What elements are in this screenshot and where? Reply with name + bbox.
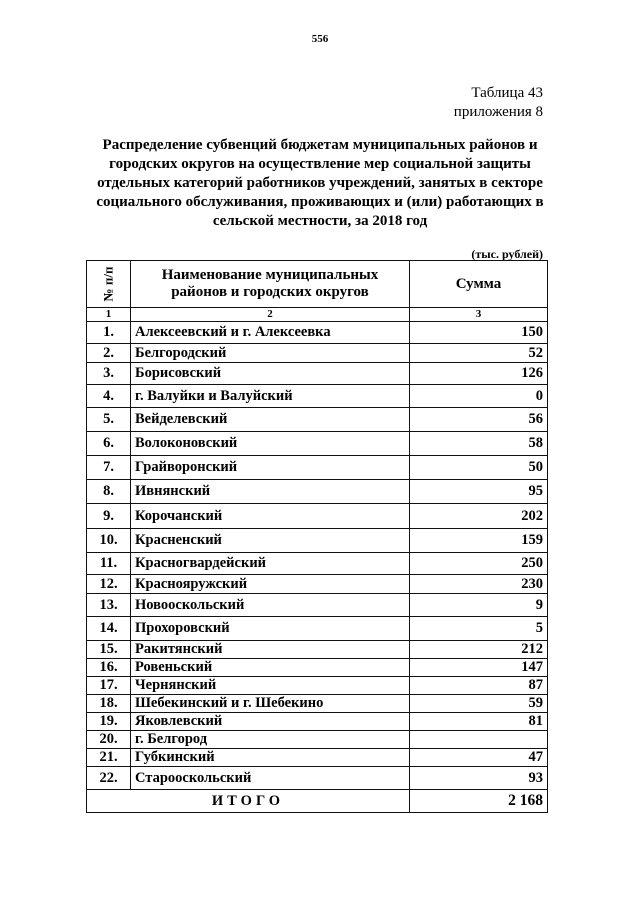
row-number: 8. <box>87 480 131 504</box>
table-row <box>87 480 548 504</box>
row-name: Волоконовский <box>131 432 410 456</box>
row-sum: 81 <box>410 713 548 731</box>
row-name: Ровеньский <box>131 659 410 677</box>
header-number-label: № п/п <box>100 266 116 301</box>
header-name: Наименование муниципальных районов и городских округов <box>131 261 410 308</box>
row-sum: 202 <box>410 504 548 529</box>
row-sum: 87 <box>410 677 548 695</box>
row-name: Корочанский <box>131 504 410 529</box>
column-number: 1 <box>87 308 131 322</box>
table-row <box>87 617 548 641</box>
table-row <box>87 322 548 344</box>
row-sum: 250 <box>410 553 548 575</box>
row-name: Губкинский <box>131 749 410 767</box>
table-row <box>87 529 548 553</box>
row-name: Шебекинский и г. Шебекино <box>131 695 410 713</box>
row-number: 4. <box>87 385 131 408</box>
row-name: Красненский <box>131 529 410 553</box>
table-row <box>87 659 548 677</box>
row-sum: 159 <box>410 529 548 553</box>
row-name: Белгородский <box>131 344 410 363</box>
table-row <box>87 456 548 480</box>
row-number: 22. <box>87 767 131 790</box>
row-name: Грайворонский <box>131 456 410 480</box>
row-number: 10. <box>87 529 131 553</box>
table-header-row <box>87 261 548 308</box>
table-row <box>87 385 548 408</box>
row-number: 17. <box>87 677 131 695</box>
row-name: Ивнянский <box>131 480 410 504</box>
row-number: 14. <box>87 617 131 641</box>
row-sum <box>410 731 548 749</box>
total-sum: 2 168 <box>410 790 548 813</box>
row-sum: 52 <box>410 344 548 363</box>
table-row <box>87 504 548 529</box>
row-number: 9. <box>87 504 131 529</box>
row-name: Старооскольский <box>131 767 410 790</box>
row-sum: 126 <box>410 363 548 385</box>
table-row <box>87 344 548 363</box>
row-number: 1. <box>87 322 131 344</box>
row-number: 13. <box>87 594 131 617</box>
row-sum: 147 <box>410 659 548 677</box>
row-name: Чернянский <box>131 677 410 695</box>
row-name: Яковлевский <box>131 713 410 731</box>
header-sum: Сумма <box>410 261 548 308</box>
distribution-table <box>86 260 548 813</box>
table-row <box>87 594 548 617</box>
row-sum: 93 <box>410 767 548 790</box>
row-name: Вейделевский <box>131 408 410 432</box>
table-row <box>87 713 548 731</box>
document-title: Распределение субвенций бюджетам муниципальных районов и городских округов на осуществление мер социальной защиты отдельных категорий работников учреждений, занятых в секторе социального обслуживания, проживающих и (или) работающих в сельской местности, за 2018 год <box>96 137 544 229</box>
row-sum: 58 <box>410 432 548 456</box>
row-number: 21. <box>87 749 131 767</box>
total-label: ИТОГО <box>87 790 410 813</box>
total-row <box>87 790 548 813</box>
table-caption: Таблица 43 <box>471 85 543 101</box>
row-number: 11. <box>87 553 131 575</box>
row-number: 5. <box>87 408 131 432</box>
row-number: 12. <box>87 575 131 594</box>
row-number: 18. <box>87 695 131 713</box>
row-name: г. Валуйки и Валуйский <box>131 385 410 408</box>
table-row <box>87 408 548 432</box>
row-sum: 230 <box>410 575 548 594</box>
row-number: 19. <box>87 713 131 731</box>
table-row <box>87 731 548 749</box>
row-name: Новооскольский <box>131 594 410 617</box>
column-number-row <box>87 308 548 322</box>
row-sum: 59 <box>410 695 548 713</box>
header-number <box>87 261 131 308</box>
table-row <box>87 749 548 767</box>
table-row <box>87 363 548 385</box>
row-number: 7. <box>87 456 131 480</box>
row-sum: 95 <box>410 480 548 504</box>
row-sum: 5 <box>410 617 548 641</box>
row-sum: 56 <box>410 408 548 432</box>
unit-label: (тыс. рублей) <box>471 247 543 261</box>
table-row <box>87 677 548 695</box>
page-number: 556 <box>311 33 329 45</box>
row-sum: 50 <box>410 456 548 480</box>
annex-reference: приложения 8 <box>453 104 543 120</box>
row-number: 2. <box>87 344 131 363</box>
table-row <box>87 432 548 456</box>
row-name: Красногвардейский <box>131 553 410 575</box>
table-row <box>87 641 548 659</box>
table-row <box>87 575 548 594</box>
row-sum: 212 <box>410 641 548 659</box>
column-number: 2 <box>131 308 410 322</box>
row-number: 16. <box>87 659 131 677</box>
row-name: Краснояружский <box>131 575 410 594</box>
row-sum: 9 <box>410 594 548 617</box>
row-name: Борисовский <box>131 363 410 385</box>
table-row <box>87 767 548 790</box>
row-sum: 150 <box>410 322 548 344</box>
column-number: 3 <box>410 308 548 322</box>
row-number: 20. <box>87 731 131 749</box>
row-name: Ракитянский <box>131 641 410 659</box>
row-sum: 47 <box>410 749 548 767</box>
table-row <box>87 695 548 713</box>
row-number: 3. <box>87 363 131 385</box>
row-sum: 0 <box>410 385 548 408</box>
row-number: 15. <box>87 641 131 659</box>
row-number: 6. <box>87 432 131 456</box>
row-name: Прохоровский <box>131 617 410 641</box>
row-name: г. Белгород <box>131 731 410 749</box>
row-name: Алексеевский и г. Алексеевка <box>131 322 410 344</box>
table-row <box>87 553 548 575</box>
